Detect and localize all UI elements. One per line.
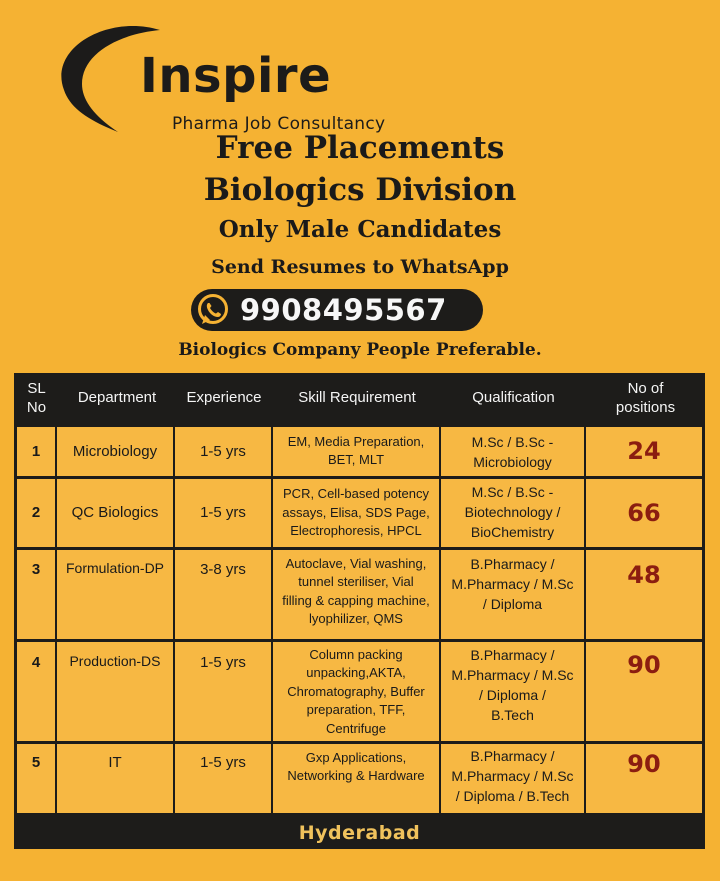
header-positions: No of positions xyxy=(615,379,676,416)
header-department: Department xyxy=(77,389,157,407)
row-5-department: IT xyxy=(57,744,173,813)
headline-division: Biologics Division xyxy=(203,172,517,208)
row-3-qualification: B.Pharmacy / M.Pharmacy / M.Sc / Diploma xyxy=(441,550,584,639)
row-4-experience: 1-5 yrs xyxy=(175,642,271,741)
row-5-skill: Gxp Applications, Networking & Hardware xyxy=(273,744,439,813)
location-footer: Hyderabad xyxy=(298,821,421,844)
row-2-qualification: M.Sc / B.Sc - Biotechnology / BioChemistry xyxy=(441,479,584,547)
row-1-positions: 24 xyxy=(586,427,702,476)
row-3-skill: Autoclave, Vial washing, tunnel steriliser, Vial filling & capping machine, lyophilizer, QMS xyxy=(273,550,439,639)
row-5-positions: 90 xyxy=(586,744,702,813)
whatsapp-contact[interactable] xyxy=(191,289,483,331)
phone-number[interactable]: 9908495567 xyxy=(240,293,447,327)
headline-free-placements: Free Placements xyxy=(215,130,505,166)
row-4-department: Production-DS xyxy=(57,642,173,741)
preference-note: Biologics Company People Preferable. xyxy=(178,340,542,360)
row-3-positions: 48 xyxy=(586,550,702,639)
row-1-skill: EM, Media Preparation, BET, MLT xyxy=(273,427,439,476)
row-1-sl: 1 xyxy=(17,427,55,476)
headline-candidates: Only Male Candidates xyxy=(218,216,502,243)
brand-name: Inspire xyxy=(140,48,332,104)
row-5-qualification: B.Pharmacy / M.Pharmacy / M.Sc / Diploma / B.Tech xyxy=(441,744,584,813)
row-3-experience: 3-8 yrs xyxy=(175,550,271,639)
row-2-sl: 2 xyxy=(17,479,55,547)
row-3-sl: 3 xyxy=(17,550,55,639)
row-2-department: QC Biologics xyxy=(57,479,173,547)
row-5-experience: 1-5 yrs xyxy=(175,744,271,813)
row-4-sl: 4 xyxy=(17,642,55,741)
row-4-qualification: B.Pharmacy / M.Pharmacy / M.Sc / Diploma / B.Tech xyxy=(441,642,584,741)
row-1-department: Microbiology xyxy=(57,427,173,476)
row-4-positions: 90 xyxy=(586,642,702,741)
row-1-qualification: M.Sc / B.Sc - Microbiology xyxy=(441,427,584,476)
header-sl: SL No xyxy=(26,379,47,416)
row-2-skill: PCR, Cell-based potency assays, Elisa, SDS Page, Electrophoresis, HPCL xyxy=(273,479,439,547)
brand-subtitle: Pharma Job Consultancy xyxy=(172,114,386,134)
row-5-sl: 5 xyxy=(17,744,55,813)
whatsapp-icon xyxy=(196,293,230,327)
row-2-experience: 1-5 yrs xyxy=(175,479,271,547)
header-skill: Skill Requirement xyxy=(298,389,416,407)
header-experience: Experience xyxy=(186,389,262,407)
row-1-experience: 1-5 yrs xyxy=(175,427,271,476)
headline-send-resumes: Send Resumes to WhatsApp xyxy=(211,256,509,278)
job-table xyxy=(14,373,705,849)
brand-logo xyxy=(48,20,388,134)
header-qualification: Qualification xyxy=(472,389,555,407)
row-2-positions: 66 xyxy=(586,479,702,547)
row-4-skill: Column packing unpacking,AKTA, Chromatography, Buffer preparation, TFF, Centrifuge xyxy=(273,642,439,741)
row-3-department: Formulation-DP xyxy=(57,550,173,639)
